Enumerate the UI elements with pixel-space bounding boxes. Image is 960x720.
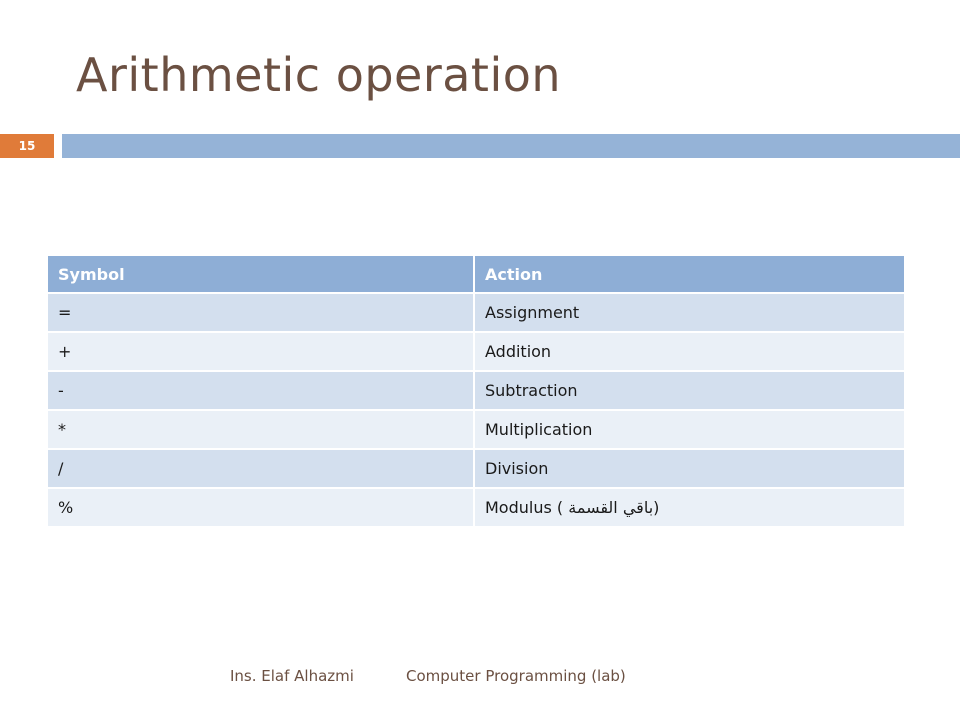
- symbol-cell: /: [48, 450, 475, 489]
- table-row: [48, 333, 904, 372]
- symbol-cell: +: [48, 333, 475, 372]
- table-row: [48, 489, 904, 528]
- action-cell: Addition: [475, 333, 904, 372]
- slide-title: Arithmetic operation: [76, 48, 562, 102]
- table-header-row: [48, 256, 904, 294]
- symbol-cell: %: [48, 489, 475, 528]
- action-cell: Modulus ( باقي القسمة): [475, 489, 904, 528]
- operators-table: [48, 256, 904, 528]
- column-header-symbol: Symbol: [48, 256, 475, 294]
- slide-number-badge: 15: [0, 134, 54, 158]
- footer-course: Computer Programming (lab): [406, 667, 626, 685]
- table-row: [48, 294, 904, 333]
- table-row: [48, 411, 904, 450]
- header-bar: [62, 134, 960, 158]
- symbol-cell: =: [48, 294, 475, 333]
- symbol-cell: *: [48, 411, 475, 450]
- action-cell: Subtraction: [475, 372, 904, 411]
- table-row: [48, 450, 904, 489]
- action-cell: Assignment: [475, 294, 904, 333]
- symbol-cell: -: [48, 372, 475, 411]
- footer-instructor: Ins. Elaf Alhazmi: [230, 667, 354, 685]
- action-cell: Division: [475, 450, 904, 489]
- table-row: [48, 372, 904, 411]
- action-cell: Multiplication: [475, 411, 904, 450]
- column-header-action: Action: [475, 256, 904, 294]
